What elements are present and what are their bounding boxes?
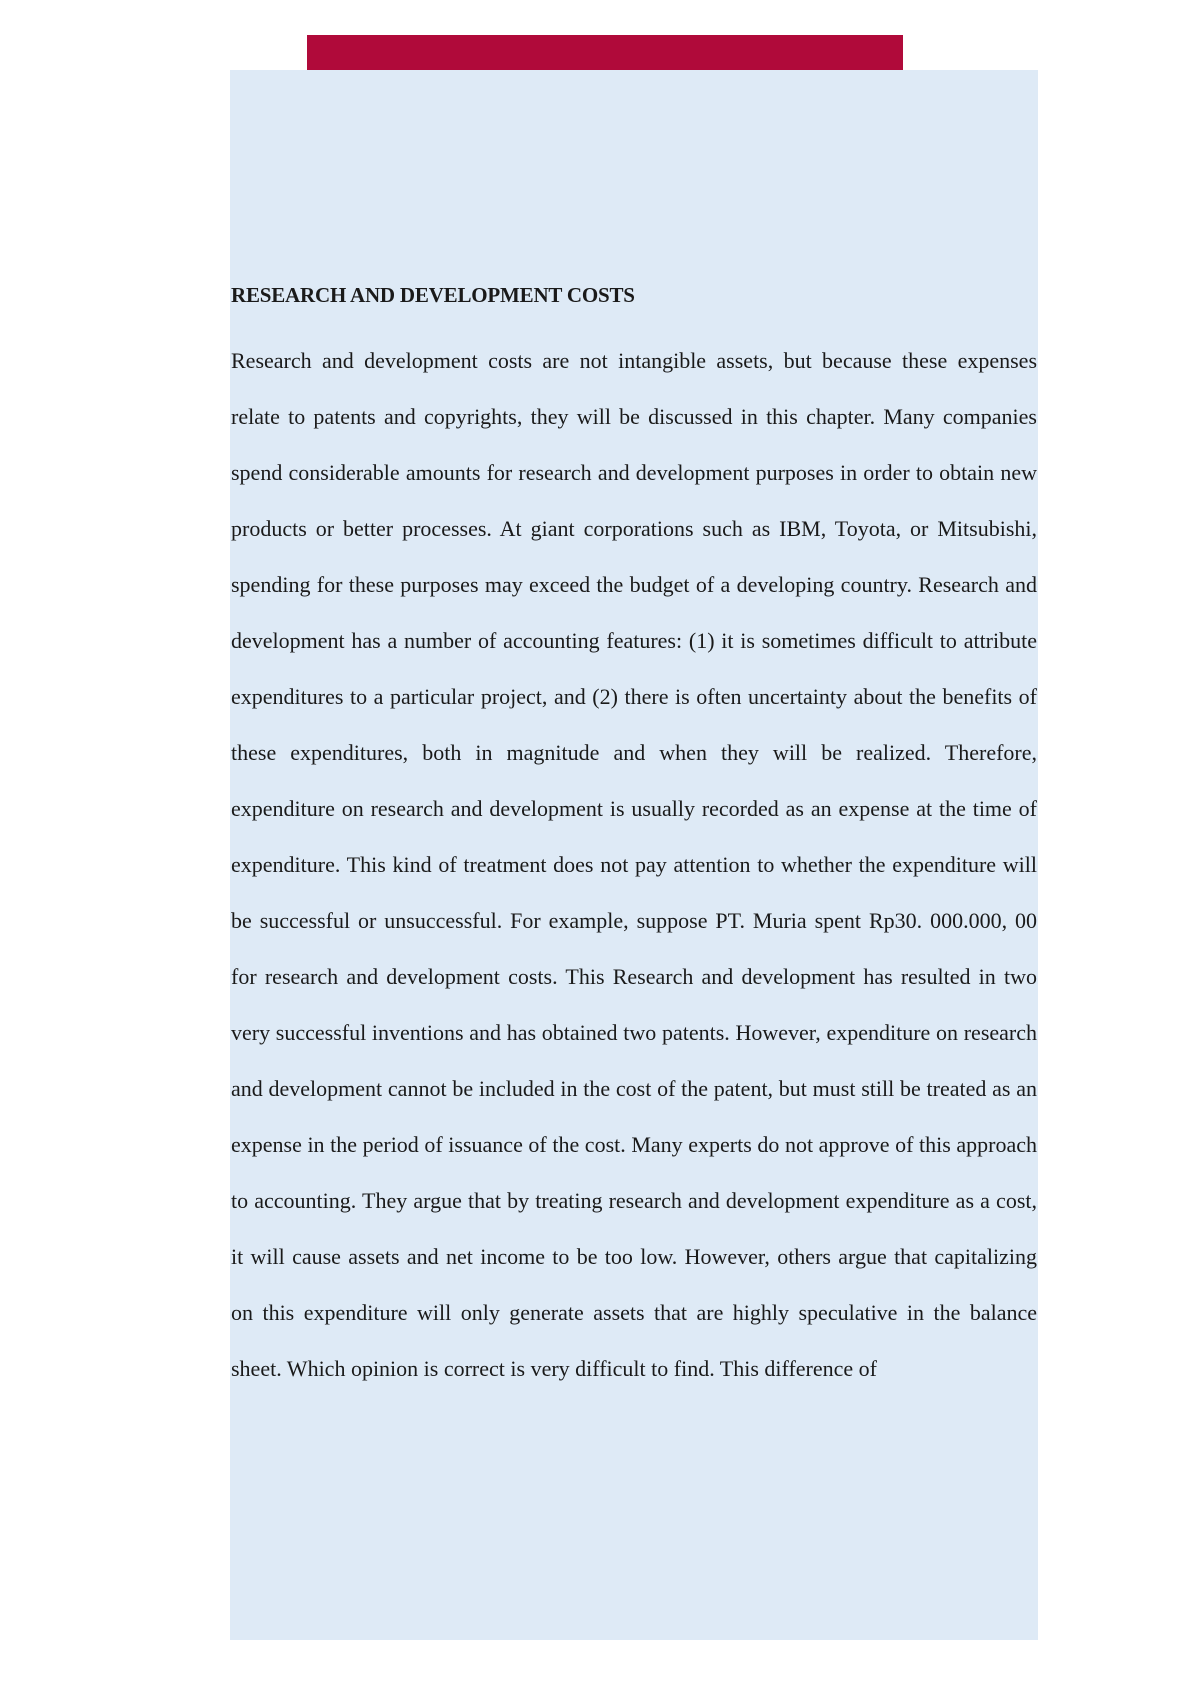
document-content: [231, 277, 1037, 1397]
header-accent-bar: [307, 35, 903, 70]
section-heading: RESEARCH AND DEVELOPMENT COSTS: [231, 283, 635, 307]
body-paragraph: Research and development costs are not intangible assets, but because these expenses relate to patents and copyrights, they will be discussed in this chapter. Many companies spend considerable amounts for research and development purposes in order to obtain new products or better processes. At giant corporations such as IBM, Toyota, or Mitsubishi, spending for these purposes may exceed the budget of a developing country. Research and development has a number of accounting features: (1) it is sometimes difficult to attribute expenditures to a particular project, and (2) there is often uncertainty about the benefits of these expenditures, both in magnitude and when they will be realized. Therefore, expenditure on research and development is usually recorded as an expense at the time of expenditure. This kind of treatment does not pay attention to whether the expenditure will be successful or unsuccessful. For example, suppose PT. Muria spent Rp30. 000.000, 00 for research and development costs. This Research and development has resulted in two very successful inventions and has obtained two patents. However, expenditure on research and development cannot be included in the cost of the patent, but must still be treated as an expense in the period of issuance of the cost. Many experts do not approve of this approach to accounting. They argue that by treating research and development expenditure as a cost, it will cause assets and net income to be too low. However, others argue that capitalizing on this expenditure will only generate assets that are highly speculative in the balance sheet. Which opinion is correct is very difficult to find. This difference of: [231, 348, 1037, 1381]
